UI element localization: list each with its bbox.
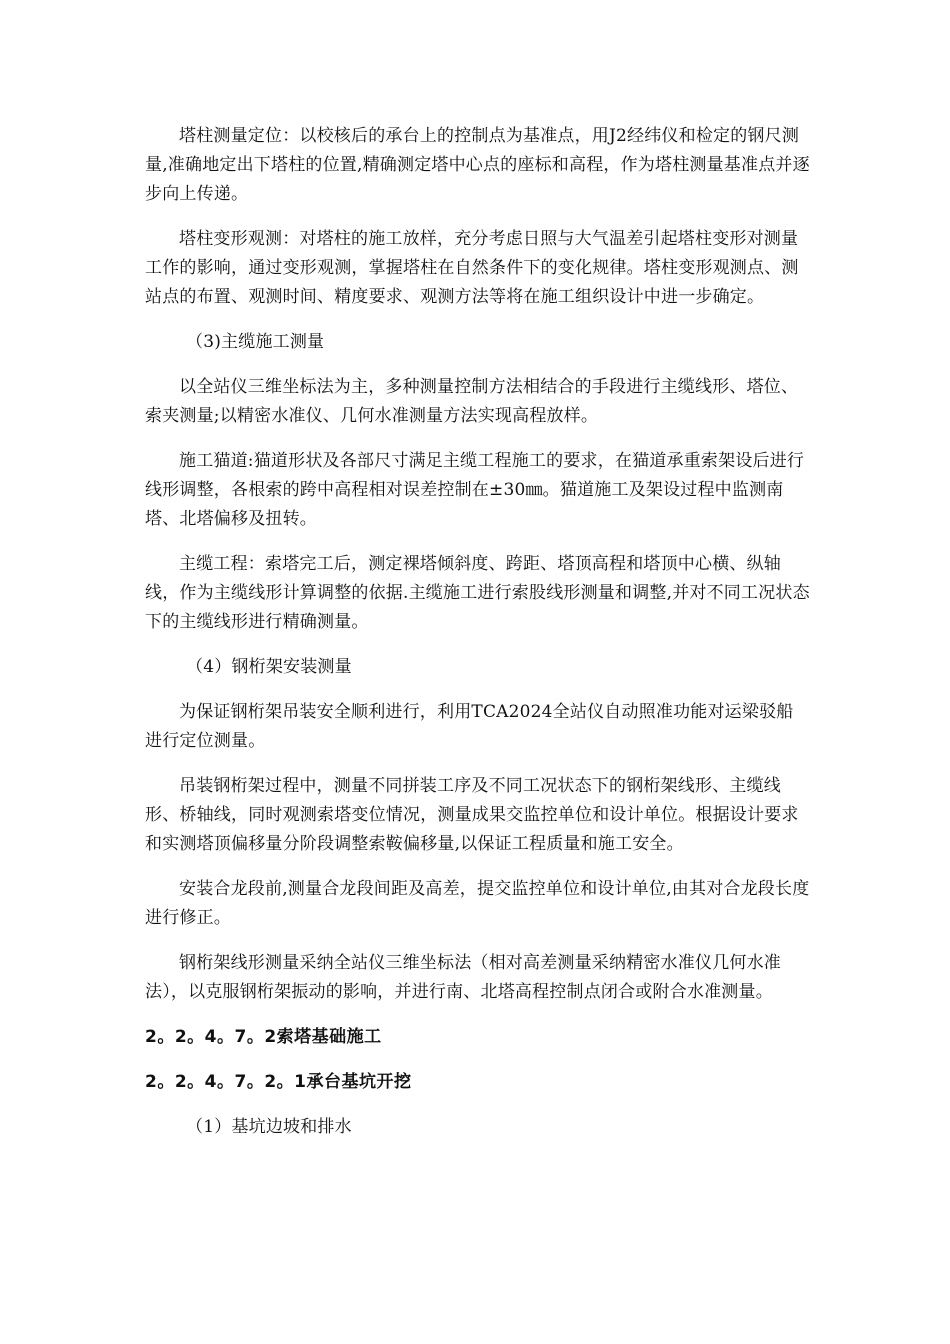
section-heading-tower-foundation: 2。2。4。7。2索塔基础施工 xyxy=(145,1027,382,1047)
paragraph-tower-deformation: 塔柱变形观测：对塔柱的施工放样，充分考虑日照与大气温差引起塔柱变形对测量工作的影响，通过变形观测，掌握塔柱在自然条件下的变化规律。塔柱变形观测点、测站点的布置、观测时间、精度要求、观测方法等将在施工组织设计中进一步确定。 xyxy=(145,229,799,307)
subheading-slope-drainage: （1）基坑边坡和排水 xyxy=(186,1117,352,1137)
section-heading-pit-excavation: 2。2。4。7。2。1承台基坑开挖 xyxy=(145,1072,412,1092)
paragraph-closure-segment: 安装合龙段前,测量合龙段间距及高差，提交监控单位和设计单位,由其对合龙段长度进行修正。 xyxy=(145,879,810,928)
paragraph-catwalk: 施工猫道:猫道形状及各部尺寸满足主缆工程施工的要求，在猫道承重索架设后进行线形调整，各根索的跨中高程相对误差控制在±30㎜。猫道施工及架设过程中监测南塔、北塔偏移及扭转。 xyxy=(145,451,805,529)
paragraph-main-cable-works: 主缆工程：索塔完工后，测定裸塔倾斜度、跨距、塔顶高程和塔顶中心横、纵轴线，作为主缆线形计算调整的依据.主缆施工进行索股线形测量和调整,并对不同工况状态下的主缆线形进行精确测量。 xyxy=(145,554,810,632)
subheading-steel-truss-survey: （4）钢桁架安装测量 xyxy=(186,657,352,677)
paragraph-truss-alignment: 钢桁架线形测量采纳全站仪三维坐标法（相对高差测量采纳精密水准仪几何水准法），以克服钢桁架振动的影响，并进行南、北塔高程控制点闭合或附合水准测量。 xyxy=(145,953,781,1002)
document-page xyxy=(145,122,810,1158)
subheading-main-cable-survey: （3)主缆施工测量 xyxy=(186,332,325,352)
paragraph-barge-positioning: 为保证钢桁架吊装安全顺利进行，利用TCA2024全站仪自动照准功能对运梁驳船进行定位测量。 xyxy=(145,702,794,751)
paragraph-hoisting-survey: 吊装钢桁架过程中，测量不同拼装工序及不同工况状态下的钢桁架线形、主缆线形、桥轴线，同时观测索塔变位情况，测量成果交监控单位和设计单位。根据设计要求和实测塔顶偏移量分阶段调整索鞍偏移量,以保证工程质量和施工安全。 xyxy=(145,776,799,854)
paragraph-total-station-method: 以全站仪三维坐标法为主，多种测量控制方法相结合的手段进行主缆线形、塔位、索夹测量;以精密水准仪、几何水准测量方法实现高程放样。 xyxy=(145,377,799,426)
paragraph-tower-positioning: 塔柱测量定位：以校核后的承台上的控制点为基准点，用J2经纬仪和检定的钢尺测量,准确地定出下塔柱的位置,精确测定塔中心点的座标和高程，作为塔柱测量基准点并逐步向上传递。 xyxy=(145,126,810,204)
